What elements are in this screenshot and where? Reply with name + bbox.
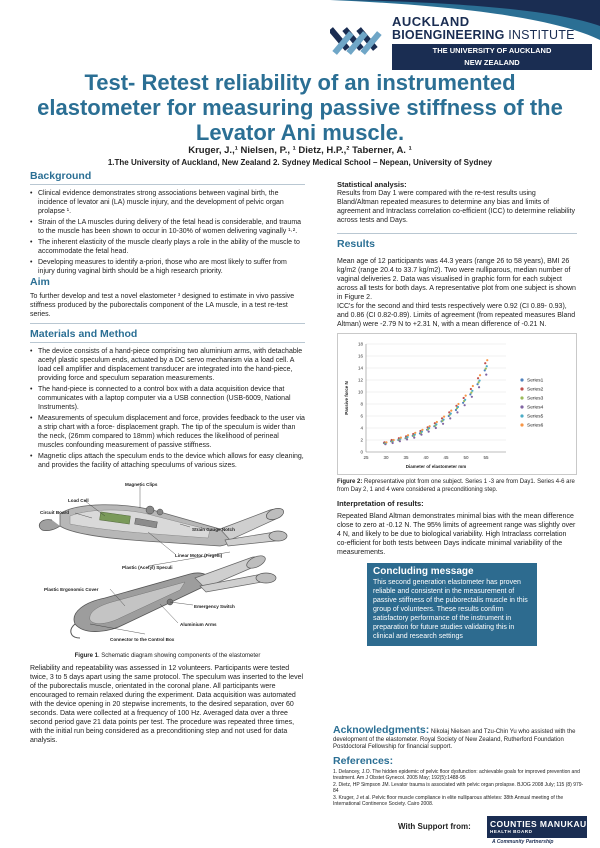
acknowledgments-paragraph: [333, 724, 585, 752]
label-connector: Connector to the Control Box: [110, 637, 175, 642]
logo-line-auckland: AUCKLAND: [392, 14, 470, 29]
data-point-series6: [407, 434, 409, 436]
references-heading: References:: [333, 754, 394, 767]
results-heading: Results: [337, 238, 375, 250]
data-point-series4: [428, 431, 430, 433]
label-circuit-board: Circuit Board: [40, 510, 70, 515]
data-point-series4: [399, 440, 401, 442]
data-point-series3: [485, 368, 487, 370]
logo-university-bar: THE UNIVERSITY OF AUCKLAND NEW ZEALAND: [392, 44, 592, 70]
logo-line-bioengineering: BIOENGINEERING INSTITUTE: [392, 28, 575, 42]
data-point-series4: [456, 411, 458, 413]
data-point-series6: [429, 425, 431, 427]
data-point-series6: [450, 410, 452, 412]
acknowledgments-text: Nikolaj Nielsen and Tzu-Chin Yu who assisted with the development of the elastometer. Royal Society of New Zealand, Rutherford Foundation Postdoctoral Fellowship for financial support.: [333, 729, 576, 750]
data-point-series6: [472, 385, 474, 387]
data-point-series6: [436, 421, 438, 423]
legend-label: Series3: [527, 396, 544, 402]
list-item: • Developing measures to identify a-priori, those who are most likely to suffer from injury during vaginal birth should be a high research priority.: [30, 258, 305, 276]
data-point-series6: [414, 432, 416, 434]
label-plastic-cover: Plastic Ergonomic Cover: [44, 587, 99, 592]
legend-marker: [520, 423, 523, 426]
data-point-series5: [450, 413, 452, 415]
cm-logo-line1: COUNTIES MANUKAU: [490, 819, 587, 829]
data-point-series5: [435, 423, 437, 425]
legend-label: Series4: [527, 405, 544, 411]
list-item: 2. Dietz, HP Simpson JM. Levator trauma is associated with pelvic organ prolapse. BJOG 2008 July; 115 (8) 979-84: [333, 782, 584, 794]
y-axis-label: Passive force N: [344, 381, 349, 415]
results-text-2: ICC's for the second and third tests respectively were 0.92 (CI 0.89- 0.93), and 0.86 (CI 0.82-0.89). Limits of agreement (from repeated measures Bland Altman) were -2.79 N to +2.31 N, with a mean difference of -0.21 N.: [337, 303, 576, 328]
data-point-series5: [478, 380, 480, 382]
data-point-series6: [385, 441, 387, 443]
list-item: • Measurements of speculum displacement and force, provides feedback to the user via a strip chart with a force- displacement graph. The tip of the speculum is wider than the neck, (26mm compared to 18mm) which reduces the likelihood of perineal muscles confounding measurement of passive stiffness.: [30, 414, 305, 450]
methods-heading: Materials and Method: [30, 330, 305, 343]
y-tick-label: 0: [360, 449, 363, 455]
x-tick-label: 50: [463, 455, 469, 460]
y-tick-label: 2: [360, 437, 363, 443]
data-point-series4: [478, 386, 480, 388]
legend-label: Series6: [527, 423, 544, 429]
data-point-series5: [457, 406, 459, 408]
list-item: • Strain of the LA muscles during delivery of the fetal head is considerable, and trauma to the muscle has been shown to occur in 10-30% of women delivering vaginally ¹·².: [30, 218, 305, 236]
data-point-series6: [465, 395, 467, 397]
cm-logo-line2: HEALTH BOARD: [490, 829, 533, 834]
device-exploded-view: [39, 505, 287, 546]
conclusion-heading: Concluding message: [373, 566, 474, 577]
data-point-series5: [464, 399, 466, 401]
affiliations: 1.The University of Auckland, New Zealand 2. Sydney Medical School – Nepean, University of Sydney: [107, 158, 493, 167]
interpretation-heading: Interpretation of results:: [337, 499, 424, 508]
data-point-series2: [463, 397, 465, 399]
data-point-series6: [400, 437, 402, 439]
references-list: [333, 769, 585, 807]
list-item: • The inherent elasticity of the muscle clearly plays a role in the ability of the muscle to accommodate the fetal head.: [30, 238, 305, 256]
data-point-series4: [413, 437, 415, 439]
right-column: [337, 180, 577, 654]
legend-marker: [520, 387, 523, 390]
aim-heading: Aim: [30, 276, 50, 288]
figure-1-device-diagram: [30, 474, 305, 650]
background-list: [30, 189, 305, 276]
label-aluminium-arms: Aluminium Arms: [180, 622, 217, 627]
y-tick-label: 8: [360, 401, 363, 407]
legend-marker: [520, 378, 523, 381]
legend-label: Series2: [527, 387, 544, 393]
x-tick-label: 55: [483, 455, 489, 460]
stats-text: Results from Day 1 were compared with the re-test results using Bland/Altman repeated measures to determine any bias and limits of agreement and Intraclass correlation co-efficient (ICC) to determine reliability across tests and Days.: [337, 189, 577, 234]
label-load-cell: Load Cell: [68, 498, 89, 503]
scatter-plot: [338, 334, 578, 476]
list-item: • Magnetic clips attach the speculum ends to the device which allows for easy cleaning, and provides the facility of attaching speculums of various sizes.: [30, 452, 305, 470]
list-item: • Clinical evidence demonstrates strong associations between vaginal birth, the incidence of levator ani (LA) muscle injury, and the development of pelvic organ prolapse ¹.: [30, 189, 305, 216]
acknowledgments-section: [333, 724, 585, 808]
x-axis-label: Diameter of elastometer mm: [405, 464, 467, 469]
legend-marker: [520, 405, 523, 408]
results-text-1: Mean age of 12 participants was 44.3 years (range 26 to 58 years), BMI 26 kg/m2 (range 20.4 to 33.7 kg/m2). Two were nulliparous, median number of vaginal deliveries 2. Data was visualised in graphic form for each subject across all tests for both days. A representative plot from one subject is shown in Figure 2.: [337, 258, 576, 301]
methods-text: Reliability and repeatability was assessed in 12 volunteers. Participants were tested twice, 3 to 5 days apart using the same protocol. The speculum was inserted to the level of the puborectalis muscle, orientated in the coronal plane. All participants were encouraged to remain relaxed during the experiment. Data acquisition was automated with the device opening in 20 stepwise increments, to the desired separation, over 60 seconds. Data were collected at a frequency of 100 Hz. Averaged data over a three second period gave 21 data points per test. The procedure was repeated three times, with the initial run being considered as a preconditioning step and not used for data analysis.: [30, 665, 304, 744]
y-tick-label: 14: [357, 365, 363, 371]
legend-label: Series5: [527, 414, 544, 420]
y-tick-label: 4: [360, 425, 363, 431]
data-point-series2: [477, 377, 479, 379]
left-column: [30, 172, 305, 748]
counties-manukau-logo: [487, 816, 587, 838]
list-item: 3. Kruger, J et al. Pelvic floor muscle compliance in elite nulliparous athletes: 38th Annual meeting of the International Continence Society. Cairo 2008.: [333, 795, 564, 807]
list-item: • The hand-piece is connected to a control box with a data acquisition device that communicates with a laptop computer via a USB connection (USB-6009, National Instruments).: [30, 385, 305, 412]
figure-2-caption: Figure 2: Representative plot from one subject. Series 1 -3 are from Day1. Series 4-6 are from Day 2, 1 and 4 were considered a preconditioning step.: [337, 479, 575, 493]
device-assembled-view: [71, 553, 276, 638]
label-magnetic-clips: Magnetic Clips: [125, 482, 158, 487]
data-point-series4: [435, 427, 437, 429]
support-label: With Support from:: [398, 822, 471, 831]
figure-2-chart: [337, 333, 577, 475]
data-point-series4: [471, 396, 473, 398]
data-point-series5: [442, 419, 444, 421]
x-tick-label: 45: [443, 455, 449, 460]
figure-1-caption: Figure 1. Schematic diagram showing components of the elastometer: [74, 653, 261, 659]
data-point-series4: [392, 442, 394, 444]
data-point-series4: [420, 434, 422, 436]
data-point-series5: [471, 390, 473, 392]
data-point-series4: [449, 417, 451, 419]
label-strain-gauge: Strain Gauge Notch: [192, 527, 235, 532]
data-point-series4: [442, 423, 444, 425]
label-emergency-switch: Emergency Switch: [194, 604, 235, 609]
list-item: 1. Delancey, J.O. The hidden epidemic of pelvic floor dysfunction: achievable goals for improved prevention and treatment. Am J Obstet Gynecol. 2005 May; 192(5):1488-95: [333, 769, 580, 781]
label-linear-motor: Linear Motor (Firgelli): [175, 553, 223, 558]
background-heading: Background: [30, 172, 305, 185]
data-point-series4: [406, 438, 408, 440]
acknowledgments-heading: Acknowledgments:: [333, 724, 430, 736]
data-point-series6: [479, 374, 481, 376]
list-item: • The device consists of a hand-piece comprising two aluminium arms, with detachable acetyl plastic speculum ends, actuated by a DC servo mechanism via a load cell. A load cell amplifier and displacement transducer are integrated into the hand-piece, providing force and speculum separation measurements.: [30, 347, 305, 383]
label-plastic-speculi: Plastic (Acetyl) Speculi: [122, 565, 173, 570]
y-tick-label: 16: [357, 353, 363, 359]
concluding-message-box: [367, 563, 537, 646]
interpretation-text: Repeated Bland Altman demonstrates minimal bias with the mean difference close to zero at -0.12 N. The 95% limits of agreement range was slightly over 4 N, and likely to be due to biological variability. High Intraclass correlation co-efficient for both tests between Days indicate minimal variability of the measurements.: [337, 513, 576, 556]
poster-title: Test- Retest reliability of an instrumented elastometer for measuring passive stiffness of the Levator Ani muscle.: [37, 70, 563, 145]
x-tick-label: 25: [363, 455, 369, 460]
abi-logo-mark-icon: [330, 16, 390, 68]
data-point-series2: [470, 388, 472, 390]
y-tick-label: 12: [357, 377, 363, 383]
data-point-series5: [486, 365, 488, 367]
y-tick-label: 10: [357, 389, 363, 395]
y-tick-label: 6: [360, 413, 363, 419]
x-tick-label: 30: [383, 455, 389, 460]
y-tick-label: 18: [357, 341, 363, 347]
institute-logo: [330, 12, 592, 72]
data-point-series2: [484, 362, 486, 364]
legend-marker: [520, 414, 523, 417]
legend-label: Series1: [527, 378, 544, 384]
methods-list: [30, 347, 305, 470]
data-point-series6: [421, 429, 423, 431]
data-point-series4: [485, 374, 487, 376]
data-point-series6: [486, 359, 488, 361]
aim-text: To further develop and test a novel elastometer ³ designed to estimate in vivo passive stiffness produced by the puborectalis component of the LA muscle, in a test re-test series.: [30, 292, 305, 324]
conclusion-text: This second generation elastometer has proven reliable and consistent in the measurement of passive stiffness of the puborectalis muscle in this group of volunteers. These results confirm satisfactory performance of the instrument in preparation for future studies validating this in clinical and research settings: [373, 579, 528, 640]
stats-heading: Statistical analysis:: [337, 180, 407, 189]
x-tick-label: 40: [423, 455, 429, 460]
data-point-series6: [393, 439, 395, 441]
legend-marker: [520, 396, 523, 399]
x-tick-label: 35: [403, 455, 409, 460]
data-point-series4: [464, 404, 466, 406]
data-point-series6: [457, 403, 459, 405]
data-point-series6: [443, 416, 445, 418]
authors: Kruger, J.,¹ Nielsen, P., ¹ Dietz, H.P.,² Taberner, A. ¹: [188, 145, 412, 156]
cm-logo-tagline: A Community Partnership: [492, 839, 554, 845]
